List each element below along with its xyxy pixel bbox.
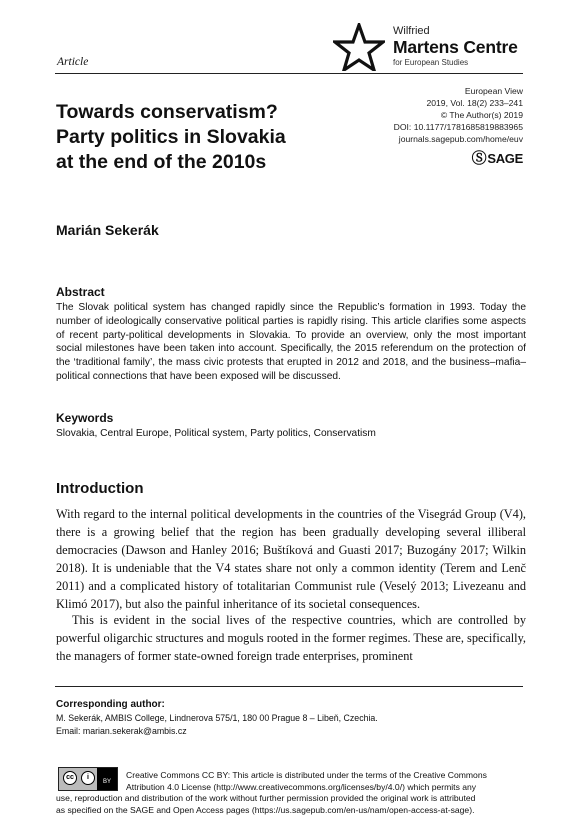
cc-by-badge[interactable] <box>58 767 118 791</box>
corresponding-author-email[interactable]: Email: marian.sekerak@ambis.cz <box>56 726 187 736</box>
star-logo-icon <box>333 23 385 71</box>
cc-badge-by-label: BY <box>97 768 117 790</box>
license-line-1: Creative Commons CC BY: This article is distributed under the terms of the Creative Commons <box>126 770 487 780</box>
keywords-text: Slovakia, Central Europe, Political system, Party politics, Conservatism <box>56 428 376 439</box>
abstract-heading: Abstract <box>56 285 105 299</box>
logo-line-martens-centre: Martens Centre <box>393 37 518 57</box>
license-line-4: as specified on the SAGE and Open Access pages (https://us.sagepub.com/en-us/nam/open-access-at-sage). <box>56 804 475 815</box>
header-divider <box>55 73 523 74</box>
sage-logo <box>472 147 523 168</box>
license-text <box>56 770 524 816</box>
title-line-3: at the end of the 2010s <box>56 151 267 173</box>
corresponding-author-heading: Corresponding author: <box>56 699 165 710</box>
journal-issue: 2019, Vol. 18(2) 233–241 <box>426 98 523 108</box>
author-name: Marián Sekerák <box>56 222 159 238</box>
journal-name: European View <box>464 86 523 96</box>
logo-line-wilfried: Wilfried <box>393 25 430 37</box>
journal-info <box>394 85 523 145</box>
keywords-heading: Keywords <box>56 411 114 425</box>
journal-copyright: © The Author(s) 2019 <box>440 110 523 120</box>
article-type-label: Article <box>57 56 89 68</box>
abstract-text: The Slovak political system has changed rapidly since the Republic’s formation in 1993. Today the number of ideologically conservative political parties is rapidly rising. This article clarifies some aspects of recent party-political developments in Slovakia. To provide an overview, only the most important social milestones have been taken into account. Specifically, the 2015 referendum on the protection of the ‘traditional family’, the mass civic protests that erupted in 2012 and 2018, and the business–mafia–political connections that have been exposed will be discussed. <box>56 302 526 382</box>
license-line-2: Attribution 4.0 License (http://www.creativecommons.org/licenses/by/4.0/) which permits any <box>126 781 477 792</box>
title-line-2: Party politics in Slovakia <box>56 126 286 148</box>
cc-icon: cc <box>63 771 77 785</box>
sage-s-icon: Ⓢ <box>471 150 487 167</box>
title-line-1: Towards conservatism? <box>56 101 278 123</box>
logo-line-european-studies: for European Studies <box>393 58 469 67</box>
article-title <box>56 100 366 175</box>
introduction-paragraph-1: With regard to the internal political developments in the countries of the Visegrád Group (V4), there is a growing belief that the region has been gradually developing several illiberal democracies (Dawson and Hanley 2016; Buštíková and Guasti 2017; Buzogány 2017; Wilkin 2018). It is undeniable that the V4 states share not only a common identity (Terem and Lenč 2011) and a complicated history of totalitarian Communist rule (Veselý 2013; Livezeanu and Klimó 2017), but also the painful inheritance of its societal consequences. <box>56 507 526 611</box>
introduction-heading: Introduction <box>56 480 144 497</box>
journal-url[interactable]: journals.sagepub.com/home/euv <box>398 134 523 144</box>
footer-divider <box>55 686 523 687</box>
sage-logo-text: SAGE <box>487 151 523 166</box>
introduction-paragraph-2: This is evident in the social lives of the respective countries, which are controlled by powerful oligarchic structures and moguls rooted in the former regimes. These are, specifically, the managers of former state-owned foreign trade enterprises, prominent <box>56 613 526 663</box>
martens-centre-logo <box>333 23 533 71</box>
attribution-icon: i <box>81 771 95 785</box>
corresponding-author-address: M. Sekerák, AMBIS College, Lindnerova 575/1, 180 00 Prague 8 – Libeň, Czechia. <box>56 713 378 723</box>
license-line-3: use, reproduction and distribution of the work without further permission provided the original work is attributed <box>56 793 476 804</box>
journal-doi[interactable]: DOI: 10.1177/1781685819883965 <box>393 122 523 132</box>
